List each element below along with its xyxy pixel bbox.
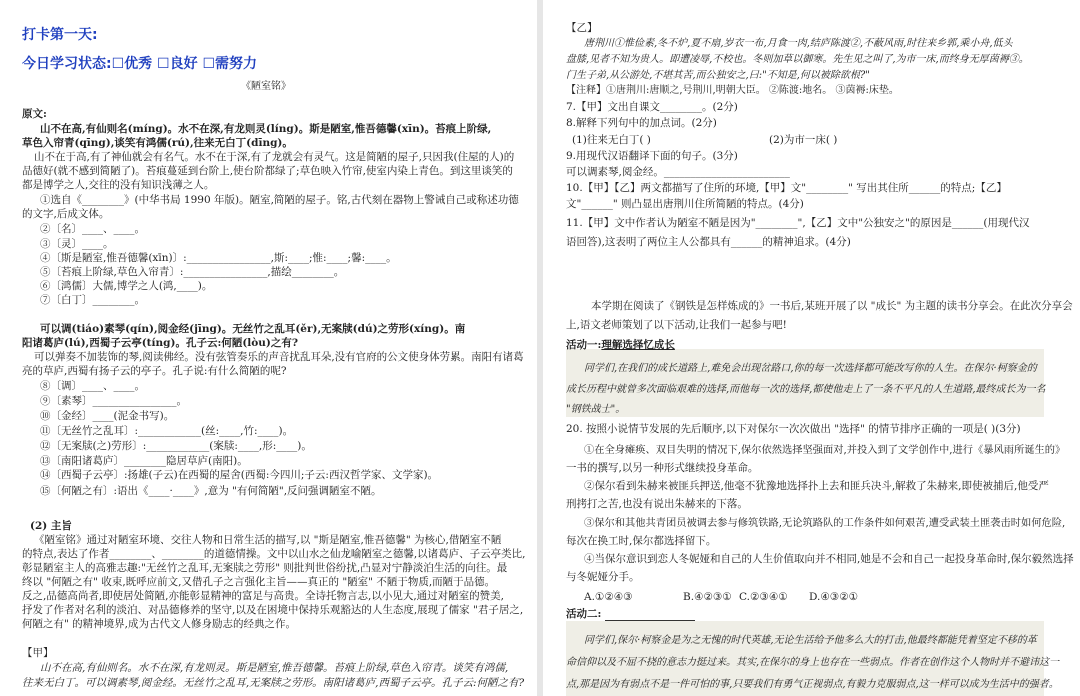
activity-one-label: 活动一: xyxy=(566,339,602,351)
annotation-item: ⑮〔何陋之有〕:语出《____·____》,意为 "有何简陋",反问强调陋室不陋。 xyxy=(40,485,382,497)
verse-line: 阳诸葛庐(lú),西蜀子云亭(tíng)。孔子云:何陋(lòu)之有? xyxy=(22,337,299,349)
quote-line: 同学们,保尔·柯察金是为之无愧的时代英雄,无论生活给予他多么大的打击,他最终都能凭着坚定不移的革 xyxy=(584,635,1037,646)
question-20: 20. 按照小说情节发展的先后顺序,以下对保尔一次次做出 "选择" 的情节排序正确的一项是( )(3分) xyxy=(566,423,1021,435)
option-2-cont: 刑拷打之苦,也没有说出朱赫来的下落。 xyxy=(566,498,748,510)
quote-line: 同学们,在我们的成长道路上,难免会出现岔路口,你的每一次选择都可能改写你的人生。在保尔·柯察金的 xyxy=(584,363,1037,374)
translation-line: 亮的草庐,西蜀有扬子云的亭子。孔子说:有什么简陋的呢? xyxy=(22,365,287,377)
question-10-cont: 文"______" 则凸显出唐荆川住所简陋的特点。(4分) xyxy=(566,198,804,210)
option-2: ②保尔看到朱赫来被匪兵押送,他毫不犹豫地选择扑上去和匪兵决斗,解救了朱赫来,即使被捕后,他受严 xyxy=(584,480,1049,492)
annotation-item: ⑥〔鸿儒〕大儒,博学之人(鸿,____)。 xyxy=(40,280,213,292)
question-9: 9.用现代汉语翻译下面的句子。(3分) xyxy=(566,150,738,162)
question-8: 8.解释下列句中的加点词。(2分) xyxy=(566,117,717,129)
question-9-sentence: 可以调素琴,阅金经。________________________ xyxy=(566,166,790,178)
verse-line: 草色入帘青(qīng),谈笑有鸿儒(rú),往来无白丁(dīng)。 xyxy=(22,137,293,149)
verse-line: 山不在高,有仙则名(míng)。水不在深,有龙则灵(líng)。斯是陋室,惟吾德馨(xīn)。苔痕上阶绿, xyxy=(40,123,492,135)
activity-two xyxy=(566,608,695,621)
option-1-cont: 一书的撰写,以另一种形式继续投身革命。 xyxy=(566,462,759,474)
quote-line: 成长历程中就曾多次面临艰难的选择,而他每一次的选择,都使他走上了一条不平凡的人生道路,最终成长为一名 xyxy=(566,384,1046,395)
option-4-cont: 与冬妮娅分手。 xyxy=(566,571,640,583)
theme-line: 抒发了作者对名利的淡泊、对品德修养的坚守,以及在困境中保持乐观豁达的人生态度,展现了儒家 "君子居之, xyxy=(22,604,524,616)
theme-line: 的特点,表达了作者________、________的道德情操。文中以山水之仙龙喻陋室之德馨,以诸葛庐、子云亭类比, xyxy=(22,548,526,560)
annotation-item: ⑭〔西蜀子云亭〕:扬雄(子云)在西蜀的屋舍(西蜀:今四川;子云:西汉哲学家、文学家)。 xyxy=(40,469,439,481)
annotation-item: ⑩〔金经〕____(泥金书写)。 xyxy=(40,410,175,422)
annotation-item: ⑨〔素琴〕________________。 xyxy=(40,395,187,407)
passage-b-label: 【乙】 xyxy=(566,22,598,34)
activity-one-title: 理解选择忆成长 xyxy=(601,339,675,351)
checkin-title: 打卡第一天: xyxy=(22,27,98,43)
option-3: ③保尔和其他共青团员被调去参与修筑铁路,无论筑路队的工作条件如何艰苦,遭受武装土匪袭击时如何危险, xyxy=(584,517,1066,529)
translation-line: 都是博学之人,交往的没有知识浅薄之人。 xyxy=(22,179,215,191)
annotation-item: ⑪〔无丝竹之乱耳〕:____________(丝:____,竹:____)。 xyxy=(40,425,294,437)
annotation-item: ⑧〔调〕____、____。 xyxy=(40,380,145,392)
question-8-part-2: (2)为市一床( ) xyxy=(769,134,838,146)
option-4: ④当保尔意识到恋人冬妮娅和自己的人生价值取向并不相同,她是不会和自己一起投身革命时,保尔毅然选择 xyxy=(584,553,1074,565)
choice-b[interactable]: B.④②③① xyxy=(683,591,732,603)
passage-a-line: 往来无白丁。可以调素琴,阅金经。无丝竹之乱耳,无案牍之劳形。南阳诸葛庐,西蜀子云亭。孔子云:何陋之有? xyxy=(22,677,525,689)
footnotes: 【注释】①唐荆川:唐顺之,号荆川,明朝大臣。 ②陈渡:地名。 ③茵褥:床垫。 xyxy=(566,85,899,96)
left-page xyxy=(0,0,537,696)
quote-line: "钢铁战士"。 xyxy=(566,404,626,415)
passage-a-line: 山不在高,有仙则名。水不在深,有龙则灵。斯是陋室,惟吾德馨。苔痕上阶绿,草色入帘青。谈笑有鸿儒, xyxy=(40,662,509,674)
annotation-item: ①选自《________》(中华书局 1990 年版)。陋室,简陋的屋子。铭,古代刻在器物上警诫自己或称述功德 xyxy=(40,194,519,206)
translation-line: 品德好(就不感到简陋了)。苔痕蔓延到台阶上,使台阶都绿了;草色映入竹帘,使室内染上青色。到这里谈笑的 xyxy=(22,165,513,177)
activity-two-label: 活动二: xyxy=(566,608,602,620)
option-3-cont: 每次在换工时,保尔都选择留下。 xyxy=(566,535,717,547)
question-8-part-1: (1)往来无白丁( ) xyxy=(572,134,651,146)
choice-a[interactable]: A.①②④③ xyxy=(584,591,633,603)
theme-line: 何陋之有" 的精神境界,成为古代文人修身励志的经典之作。 xyxy=(22,618,297,630)
annotation-item: ⑤〔苔痕上阶绿,草色入帘青〕:________________,描绘________。 xyxy=(40,266,345,278)
study-status: 今日学习状态:☐优秀 ☐良好 ☐需努力 xyxy=(22,56,257,72)
section-theme: (2) 主旨 xyxy=(30,520,72,532)
option-1: ①在全身瘫痪、双目失明的情况下,保尔依然选择坚强面对,并投入到了文学创作中,进行《暴风雨所诞生的》 xyxy=(584,444,1066,456)
intro-line: 上,语文老师策划了以下活动,让我们一起参与吧! xyxy=(566,319,787,331)
question-10: 10.【甲】【乙】两文都描写了住所的环境,【甲】文"________" 写出其住所______的特点;【乙】 xyxy=(566,182,1007,194)
translation-line: 可以弹奏不加装饰的琴,阅读佛经。没有弦管奏乐的声音扰乱耳朵,没有官府的公文使身体劳累。南阳有诸葛 xyxy=(34,351,524,363)
theme-line: 终以 "何陋之有" 收束,既呼应前文,又借孔子之言强化主旨——真正的 "陋室" 不陋于物质,而陋于品德。 xyxy=(22,576,496,588)
annotation-item: ⑦〔白丁〕________。 xyxy=(40,294,145,306)
annotation-item: 的文字,后成文体。 xyxy=(22,208,110,220)
passage-b-line: 门生子弟,从公游处,不堪其苦,而公独安之,曰:"不知是,何以被除欲根?" xyxy=(566,70,870,81)
intro-line: 本学期在阅读了《钢铁是怎样炼成的》一书后,某班开展了以 "成长" 为主题的读书分享会。在此次分享会 xyxy=(591,300,1073,312)
annotation-item: ⑬〔南阳诸葛庐〕________隐居草庐(南阳)。 xyxy=(40,455,248,467)
document-title: 《陋室铭》 xyxy=(241,81,291,92)
question-11-cont: 语回答),这表明了两位主人公都具有______的精神追求。(4分) xyxy=(566,236,851,248)
right-page xyxy=(543,0,1080,696)
activity-two-title-blank[interactable] xyxy=(605,610,695,621)
section-original-text: 原文: xyxy=(22,108,47,120)
passage-b-line: 唐荆川①惟俭素,冬不炉,夏不扇,岁衣一布,月食一肉,结庐陈渡②,不蔽风雨,时往来乡郭,乘小舟,低头 xyxy=(584,38,1013,49)
passage-b-line: 盘膝,见者不知为贵人。即遭凌辱,不校也。冬则加草以御寒。先生见之叫了,为市一床,而终身无厚茵褥③。 xyxy=(566,54,1029,65)
theme-line: 《陋室铭》通过对陋室环境、交往人物和日常生活的描写,以 "斯是陋室,惟吾德馨" 为核心,借陋室不陋 xyxy=(34,534,502,546)
quote-line: 点,那是因为有弱点不是一件可怕的事,只要我们有勇气正视弱点,有毅力克服弱点,这一样可以成为生活中的强者。 xyxy=(566,679,1059,690)
passage-a-label: 【甲】 xyxy=(22,647,54,659)
choice-d[interactable]: D.④③②① xyxy=(809,591,859,603)
quote-line: 命信仰以及不屈不挠的意志力挺过来。其实,在保尔的身上也存在一些弱点。作者在创作这个人物时并不避讳这一 xyxy=(566,657,1060,668)
question-11: 11.【甲】文中作者认为陋室不陋是因为"________",【乙】文中"公独安之"的原因是______(用现代汉 xyxy=(566,217,1030,229)
activity-one xyxy=(566,339,675,352)
question-7: 7.【甲】文出自课文________。(2分) xyxy=(566,101,738,113)
choice-c[interactable]: C.②③④① xyxy=(739,591,788,603)
translation-line: 山不在于高,有了神仙就会有名气。水不在于深,有了龙就会有灵气。这是简陋的屋子,只因我(住屋的人)的 xyxy=(34,151,515,163)
theme-line: 反之,品德高尚者,即使居处简陋,亦能彰显精神的富足与高贵。全诗托物言志,以小见大,通过对陋室的赞美, xyxy=(22,590,505,602)
annotation-item: ⑫〔无案牍(之)劳形〕:____________(案牍:____,形:____)。 xyxy=(40,440,312,452)
annotation-item: ②〔名〕____、____。 xyxy=(40,223,145,235)
verse-line: 可以调(tiáo)素琴(qín),阅金经(jīng)。无丝竹之乱耳(ěr),无案牍(dú)之劳形(xíng)。南 xyxy=(40,323,466,335)
annotation-item: ③〔灵〕____。 xyxy=(40,238,114,250)
theme-line: 彰显陋室主人的高雅志趣:"无丝竹之乱耳,无案牍之劳形" 则批判世俗纷扰,凸显对宁静淡泊生活的向往。最 xyxy=(22,562,508,574)
annotation-item: ④〔斯是陋室,惟吾德馨(xīn)〕:________________,斯:____;惟:____;馨:____。 xyxy=(40,252,397,264)
